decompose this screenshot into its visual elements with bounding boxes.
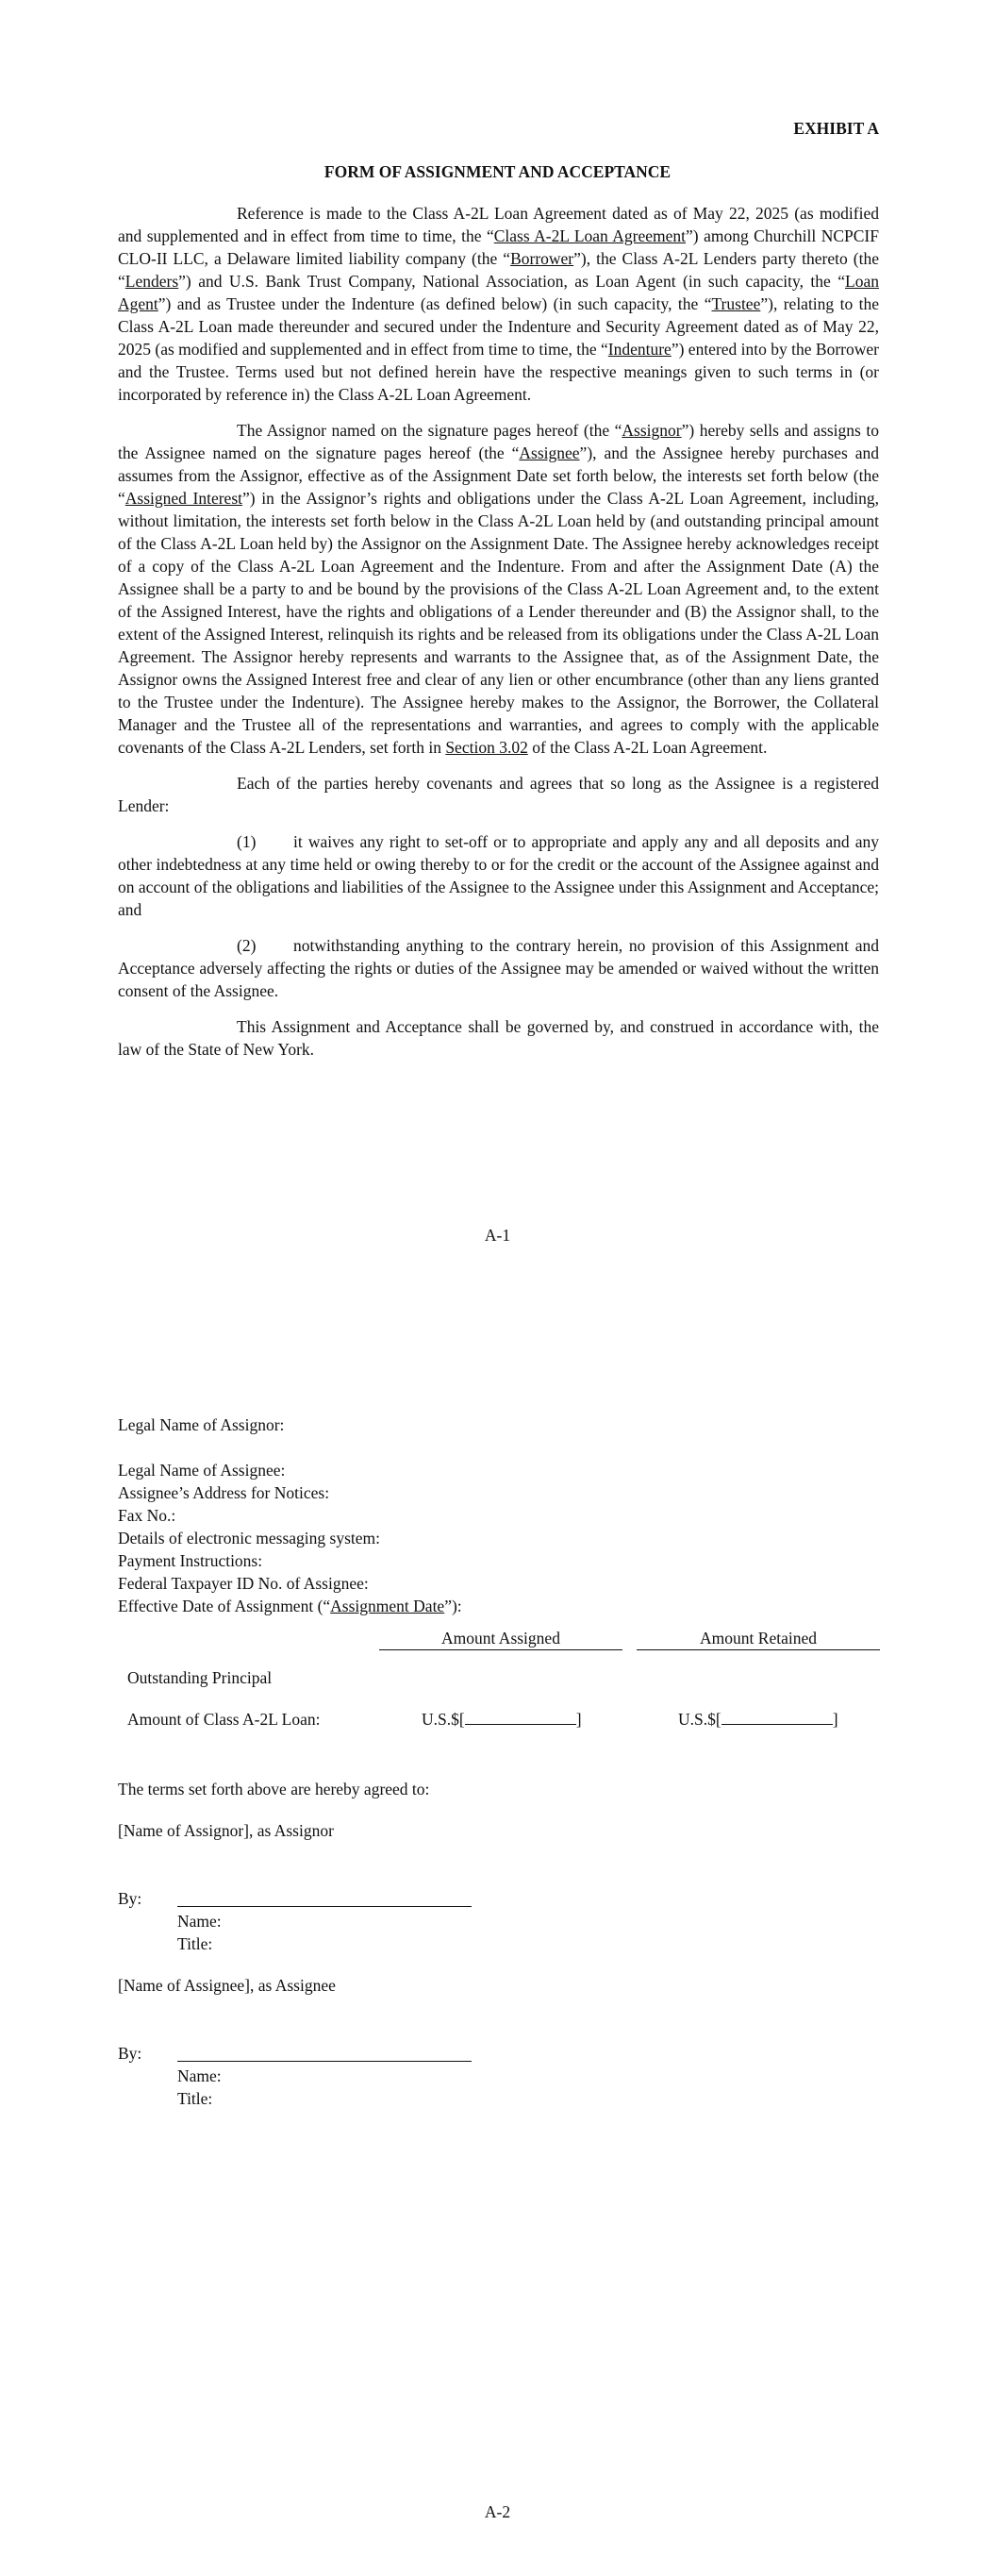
- agreed-statement: The terms set forth above are hereby agreed to:: [118, 1780, 430, 1798]
- payment-instructions-label: Payment Instructions:: [118, 1551, 263, 1570]
- paragraph-governing-law: This Assignment and Acceptance shall be governed by, and construed in accordance with, the law of the State of New York.: [118, 1017, 879, 1059]
- assignee-signature-line: [177, 2044, 472, 2062]
- legal-name-assignee-label: Legal Name of Assignee:: [118, 1461, 286, 1480]
- signature-section: [118, 1778, 882, 2110]
- assignor-title-label: Title:: [177, 1934, 213, 1953]
- assignee-by-line: By:: [118, 2042, 882, 2065]
- fax-label: Fax No.:: [118, 1506, 176, 1525]
- amount-table: [118, 1627, 882, 1778]
- page-2: [0, 1288, 995, 2576]
- column-header-assigned: Amount Assigned: [379, 1627, 622, 1650]
- amount-label: Amount of Class A-2L Loan:: [127, 1710, 321, 1729]
- assignee-address-label: Assignee’s Address for Notices:: [118, 1483, 330, 1502]
- assignee-name-label: Name:: [177, 2066, 222, 2085]
- paragraph-reference: Reference is made to the Class A-2L Loan Agreement dated as of May 22, 2025 (as modified and supplemented and in effect from time to time, the “Class A-2L Loan Agreement”) among Churchill NCPCIF CLO-II LLC, a Delaware limited liability company (the “Borrower”), the Class A-2L Lenders party thereto (the “Lenders”) and U.S. Bank Trust Company, National Association, as Loan Agent (in such capacity, the “Loan Agent”) and as Trustee under the Indenture (as defined below) (in such capacity, the “Trustee”), relating to the Class A-2L Loan made thereunder and secured under the Indenture and Security Agreement dated as of May 22, 2025 (as modified and supplemented and in effect from time to time, the “Indenture”) entered into by the Borrower and the Trustee. Terms used but not defined herein have the respective meanings given to such terms in (or incorporated by reference in) the Class A-2L Loan Agreement.: [118, 204, 879, 404]
- effective-date-label: Effective Date of Assignment (“Assignment Date”):: [118, 1597, 462, 1615]
- page-1-body: [118, 202, 879, 1074]
- assignor-name-label: Name:: [177, 1912, 222, 1931]
- paragraph-assignment: The Assignor named on the signature pages hereof (the “Assignor”) hereby sells and assigns to the Assignee named on the signature pages hereof (the “Assignee”), and the Assignee hereby purchases and assumes from the Assignor, effective as of the Assignment Date set forth below, the interests set forth below (the “Assigned Interest”) in the Assignor’s rights and obligations under the Class A-2L Loan Agreement, including, without limitation, the interests set forth below in the Class A-2L Loan held by (and outstanding principal amount of the Class A-2L Loan held by) the Assignor on the Assignment Date. The Assignee hereby acknowledges receipt of a copy of the Class A-2L Loan Agreement and the Indenture. From and after the Assignment Date (A) the Assignee shall be a party to and be bound by the provisions of the Class A-2L Loan Agreement and, to the extent of the Assigned Interest, have the rights and obligations of a Lender thereunder and (B) the Assignor shall, to the extent of the Assigned Interest, relinquish its rights and be released from its obligations under the Class A-2L Loan Agreement. The Assignor hereby represents and warrants to the Assignee that, as of the Assignment Date, the Assignor owns the Assigned Interest free and clear of any lien or other encumbrance (other than any liens granted to the Trustee under the Indenture). The Assignee hereby makes to the Assignor, the Borrower, the Collateral Manager and the Trustee all of the representations and warranties, and agrees to comply with the applicable covenants of the Class A-2L Lenders, set forth in Section 3.02 of the Class A-2L Loan Agreement.: [118, 421, 879, 757]
- covenant-item-2: (2) notwithstanding anything to the contrary herein, no provision of this Assignment and Acceptance adversely affecting the rights or duties of the Assignee may be amended or waived without the written consent of the Assignee.: [118, 936, 879, 1000]
- assignee-signature-heading: [Name of Assignee], as Assignee: [118, 1976, 336, 1995]
- outstanding-principal-label: Outstanding Principal: [127, 1668, 273, 1687]
- document-title: FORM OF ASSIGNMENT AND ACCEPTANCE: [323, 162, 672, 181]
- taxpayer-id-label: Federal Taxpayer ID No. of Assignee:: [118, 1574, 369, 1593]
- page-number: A-1: [484, 1226, 511, 1245]
- legal-name-assignor-label: Legal Name of Assignor:: [118, 1415, 285, 1434]
- amount-retained-blank: U.S.$[ ]: [678, 1710, 838, 1729]
- assignor-signature-heading: [Name of Assignor], as Assignor: [118, 1821, 334, 1840]
- electronic-messaging-label: Details of electronic messaging system:: [118, 1529, 380, 1547]
- paragraph-covenants: Each of the parties hereby covenants and agrees that so long as the Assignee is a registered Lender:: [118, 774, 879, 815]
- covenant-item-1: (1) it waives any right to set-off or to appropriate and apply any and all deposits and any other indebtedness at any time held or owing thereby to or for the credit or the account of the Assignee against and on account of the obligations and liabilities of the Assignee to the Assignee under this Assignment and Acceptance; and: [118, 832, 879, 919]
- exhibit-label: EXHIBIT A: [793, 119, 879, 138]
- assignment-details: [118, 1413, 882, 1617]
- page-number: A-2: [484, 2502, 511, 2521]
- assignor-signature-line: [177, 1889, 472, 1907]
- assignee-title-label: Title:: [177, 2089, 213, 2108]
- column-header-retained: Amount Retained: [637, 1627, 880, 1650]
- assignor-by-line: By:: [118, 1887, 882, 1910]
- amount-assigned-blank: U.S.$[ ]: [422, 1710, 582, 1729]
